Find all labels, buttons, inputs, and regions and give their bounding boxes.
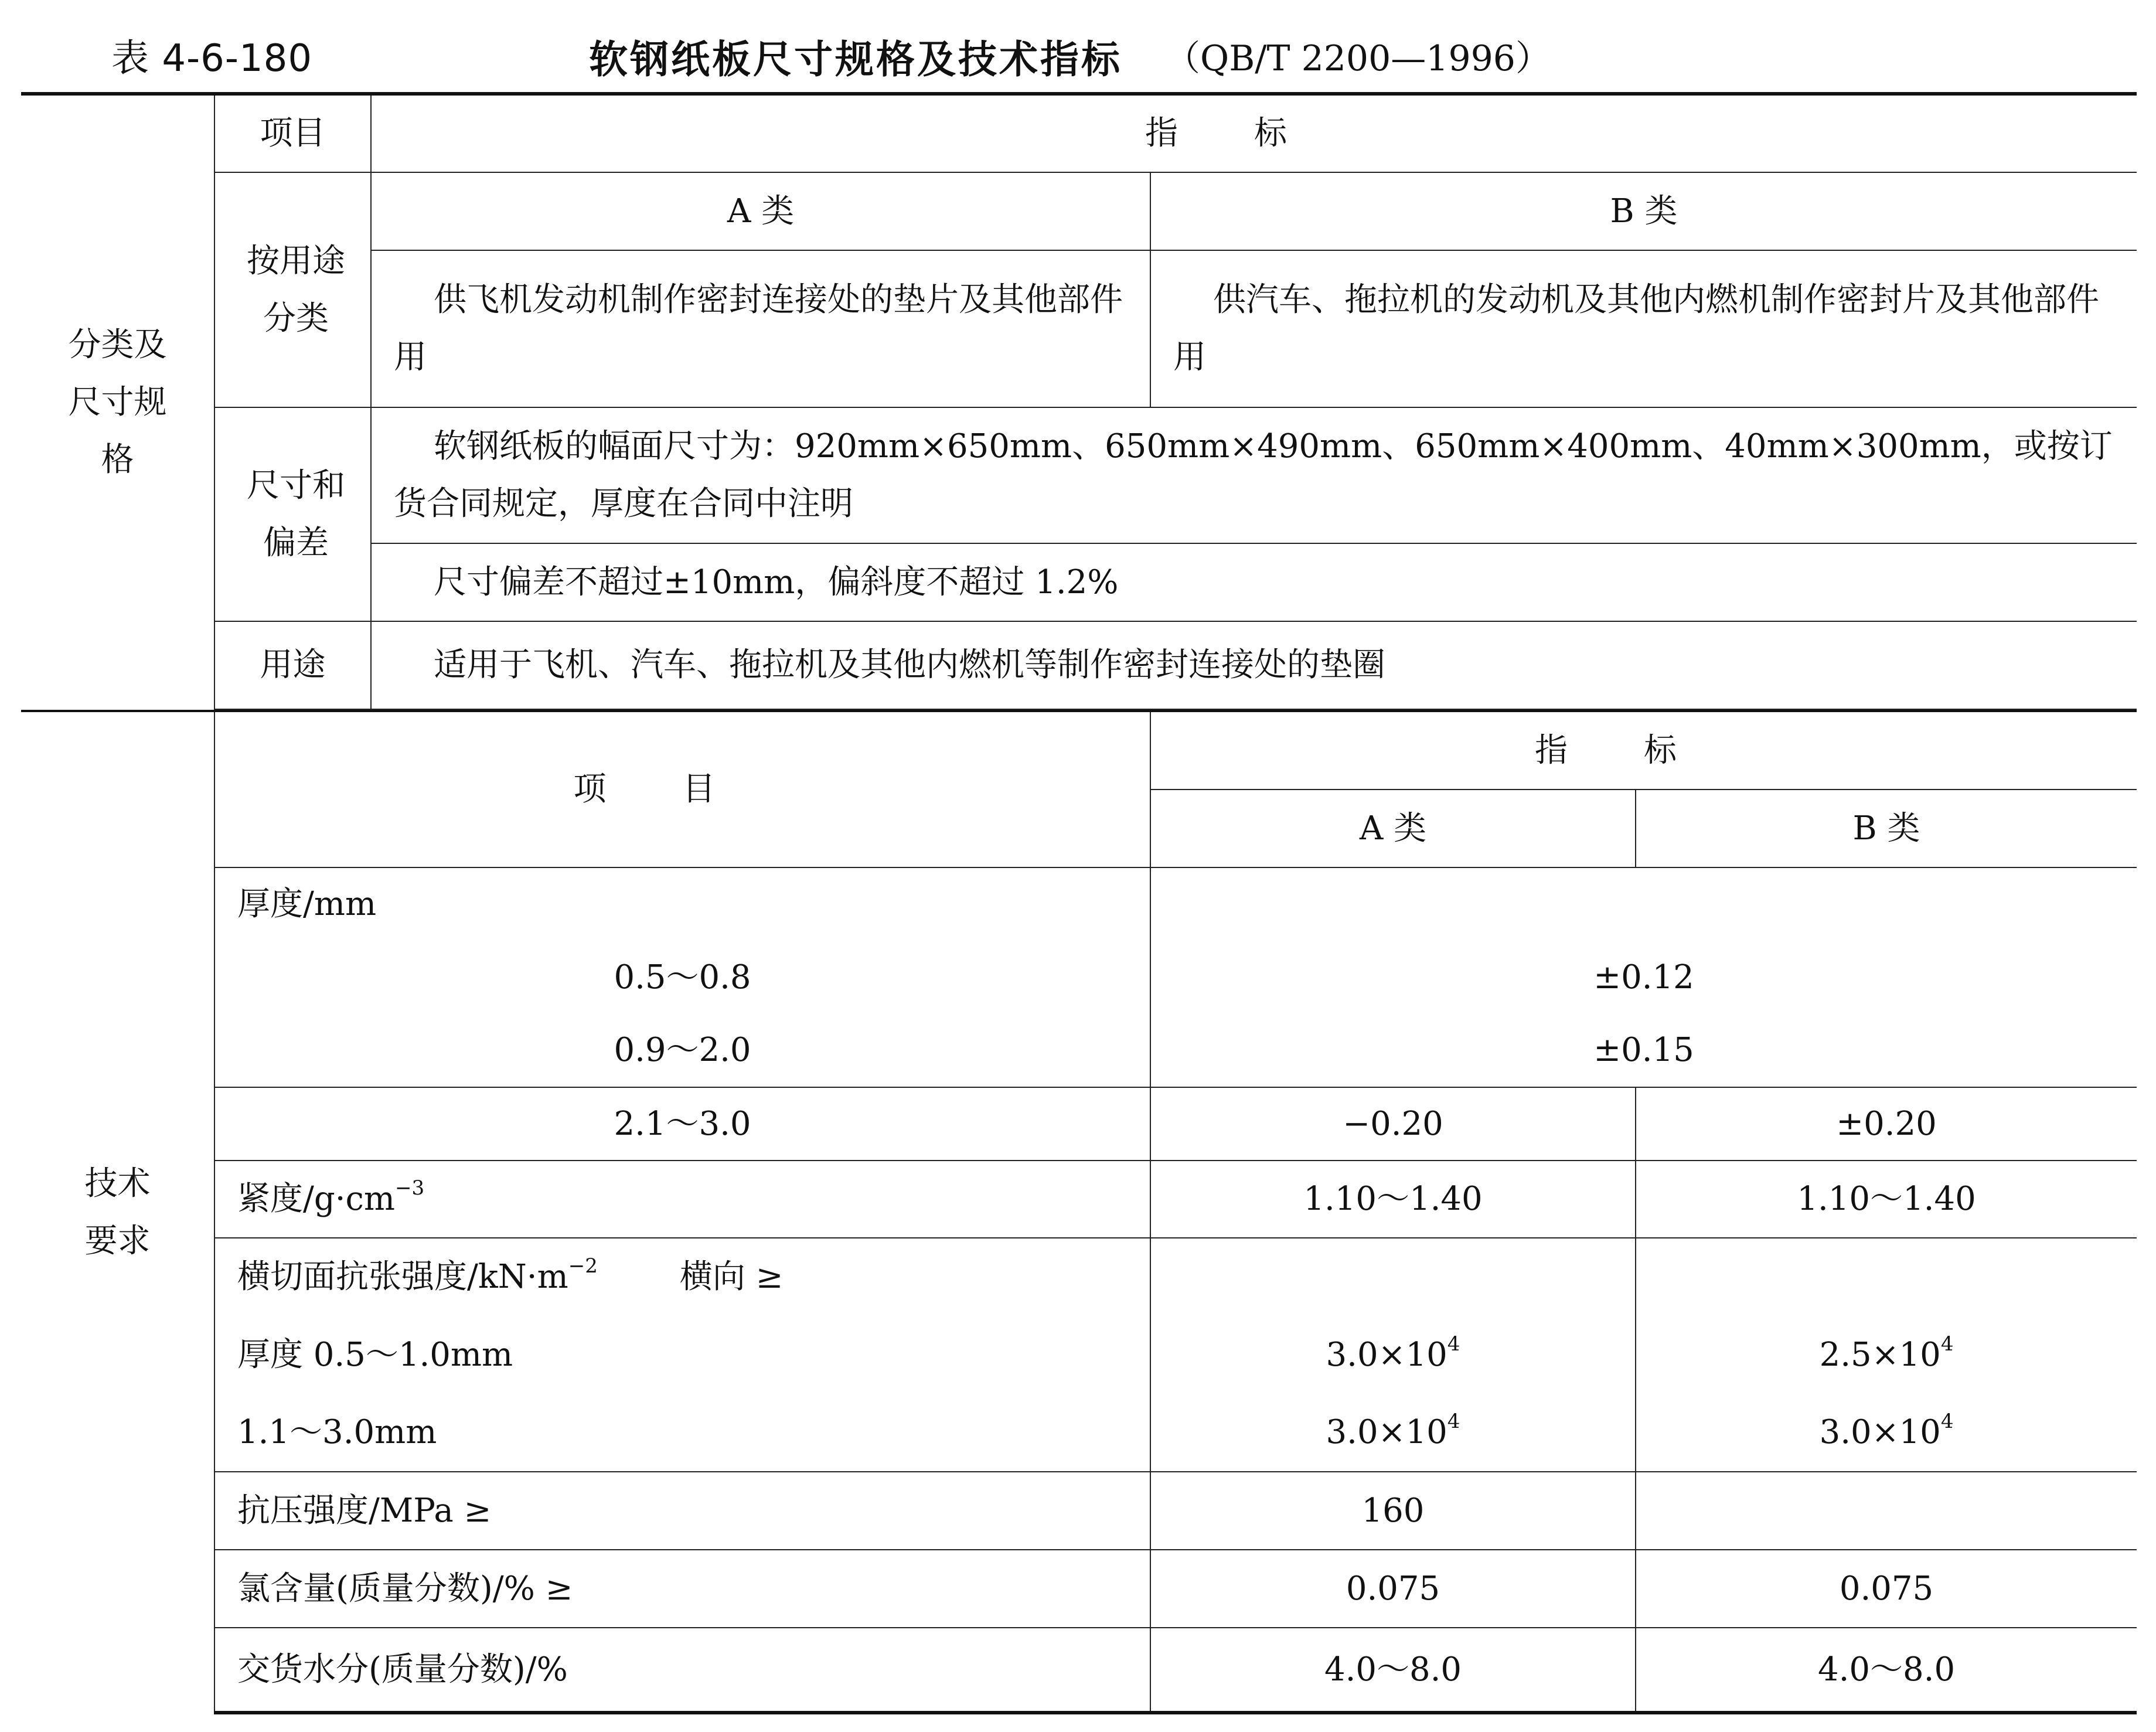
tensile-r2-b-text: 3.0×10: [1819, 1413, 1941, 1451]
density-b: 1.10～1.40: [1636, 1161, 2137, 1238]
usage-col-a: A 类: [371, 172, 1150, 250]
thickness-row-2: [21, 1014, 2137, 1087]
compressive-b: [1636, 1472, 2137, 1550]
tensile-r1-b-exp: 4: [1940, 1332, 1954, 1356]
thickness-r2-value: ±0.15: [1150, 1014, 2137, 1087]
tensile-row-2: [21, 1394, 2137, 1472]
s2-section-label-text: 技术要求: [84, 1164, 151, 1260]
tensile-r2-b-exp: 4: [1940, 1410, 1954, 1433]
thickness-row-3: [21, 1087, 2137, 1161]
tensile-r1-label: 厚度 0.5～1.0mm: [214, 1316, 1150, 1394]
density-a: 1.10～1.40: [1150, 1161, 1636, 1238]
usage-text-a: 供飞机发动机制作密封连接处的垫片及其他部件用: [371, 250, 1150, 407]
size-dev-text-1: 软钢纸板的幅面尺寸为：920mm×650mm、650mm×490mm、650mm×400mm、40mm×300mm，或按订货合同规定，厚度在合同中注明: [371, 407, 2137, 543]
s1-section-label-text: 分类及尺寸规格: [68, 326, 167, 479]
tensile-label-row: [21, 1238, 2137, 1316]
s1-use-row: [21, 621, 2137, 709]
moisture-a: 4.0～8.0: [1150, 1628, 1636, 1713]
s1-header-row: [21, 94, 2137, 172]
moisture-row: [21, 1628, 2137, 1713]
thickness-r1-range: 0.5～0.8: [214, 941, 1150, 1014]
moisture-b: 4.0～8.0: [1636, 1628, 2137, 1713]
thickness-r2-range: 0.9～2.0: [214, 1014, 1150, 1087]
thickness-r3-a: −0.20: [1150, 1087, 1636, 1161]
tensile-r1-a-text: 3.0×10: [1326, 1335, 1447, 1374]
thickness-r3-b: ±0.20: [1636, 1087, 2137, 1161]
usage-class-label: [214, 172, 371, 407]
size-dev-label-text: 尺寸和偏差: [247, 466, 345, 562]
tensile-direction: 横向 ≥: [679, 1258, 784, 1296]
chlorine-label: 氯含量(质量分数)/% ≥: [214, 1550, 1150, 1628]
density-row: [21, 1161, 2137, 1238]
standard-code: （QB/T 2200—1996）: [1165, 38, 1551, 79]
s2-col-b: B 类: [1636, 790, 2137, 867]
usage-class-label-text: 按用途分类: [247, 241, 345, 338]
size-dev-text-2: 尺寸偏差不超过±10mm，偏斜度不超过 1.2%: [371, 543, 2137, 621]
thickness-r3-range: 2.1～3.0: [214, 1087, 1150, 1161]
density-label-exp: −3: [394, 1176, 425, 1200]
use-label: 用途: [214, 621, 371, 709]
tensile-r2-b: [1636, 1394, 2137, 1472]
size-dev-label: [214, 407, 371, 621]
s2-header-item: 项目: [214, 711, 1150, 867]
tensile-r1-a: [1150, 1316, 1636, 1394]
density-label-text: 紧度/g·cm: [237, 1180, 395, 1218]
chlorine-row: [21, 1550, 2137, 1628]
usage-col-b: B 类: [1150, 172, 2137, 250]
tensile-label-text: 横切面抗张强度/kN·m: [237, 1258, 568, 1296]
thickness-label-row: [21, 867, 2137, 941]
compressive-a: 160: [1150, 1472, 1636, 1550]
thickness-label-blank: [1150, 867, 2137, 941]
tensile-r1-b-text: 2.5×10: [1819, 1335, 1941, 1374]
table-caption: [0, 23, 2156, 94]
chlorine-a: 0.075: [1150, 1550, 1636, 1628]
thickness-label: 厚度/mm: [214, 867, 1150, 941]
tensile-blank-b: [1636, 1238, 2137, 1316]
tensile-blank-a: [1150, 1238, 1636, 1316]
s2-header-index: 指标: [1150, 711, 2137, 790]
s1-usage-header-row: [21, 172, 2137, 250]
s2-col-a: A 类: [1150, 790, 1636, 867]
table-title: 软钢纸板尺寸规格及技术指标: [589, 37, 1122, 82]
tensile-label-exp: −2: [568, 1254, 598, 1278]
tensile-r2-label: 1.1～3.0mm: [214, 1394, 1150, 1472]
moisture-label: 交货水分(质量分数)/%: [214, 1628, 1150, 1713]
spec-table: [21, 92, 2137, 1714]
compressive-row: [21, 1472, 2137, 1550]
usage-text-b: 供汽车、拖拉机的发动机及其他内燃机制作密封片及其他部件用: [1150, 250, 2137, 407]
compressive-label: 抗压强度/MPa ≥: [214, 1472, 1150, 1550]
s2-section-label: [21, 711, 214, 1713]
thickness-r1-value: ±0.12: [1150, 941, 2137, 1014]
tensile-r2-a-text: 3.0×10: [1326, 1413, 1447, 1451]
s2-header-row-1: [21, 711, 2137, 790]
tensile-r1-b: [1636, 1316, 2137, 1394]
s1-header-item: 项目: [214, 94, 371, 172]
tensile-row-1: [21, 1316, 2137, 1394]
table-number: 表 4-6-180: [111, 37, 313, 80]
tensile-label: [214, 1238, 1150, 1316]
chlorine-b: 0.075: [1636, 1550, 2137, 1628]
thickness-row-1: [21, 941, 2137, 1014]
use-text: 适用于飞机、汽车、拖拉机及其他内燃机等制作密封连接处的垫圈: [371, 621, 2137, 709]
tensile-r2-a: [1150, 1394, 1636, 1472]
density-label: [214, 1161, 1150, 1238]
s1-header-index: 指标: [371, 94, 2137, 172]
s1-section-label: [21, 94, 214, 711]
s1-size-row-1: [21, 407, 2137, 543]
tensile-r2-a-exp: 4: [1447, 1410, 1460, 1433]
tensile-r1-a-exp: 4: [1447, 1332, 1460, 1356]
